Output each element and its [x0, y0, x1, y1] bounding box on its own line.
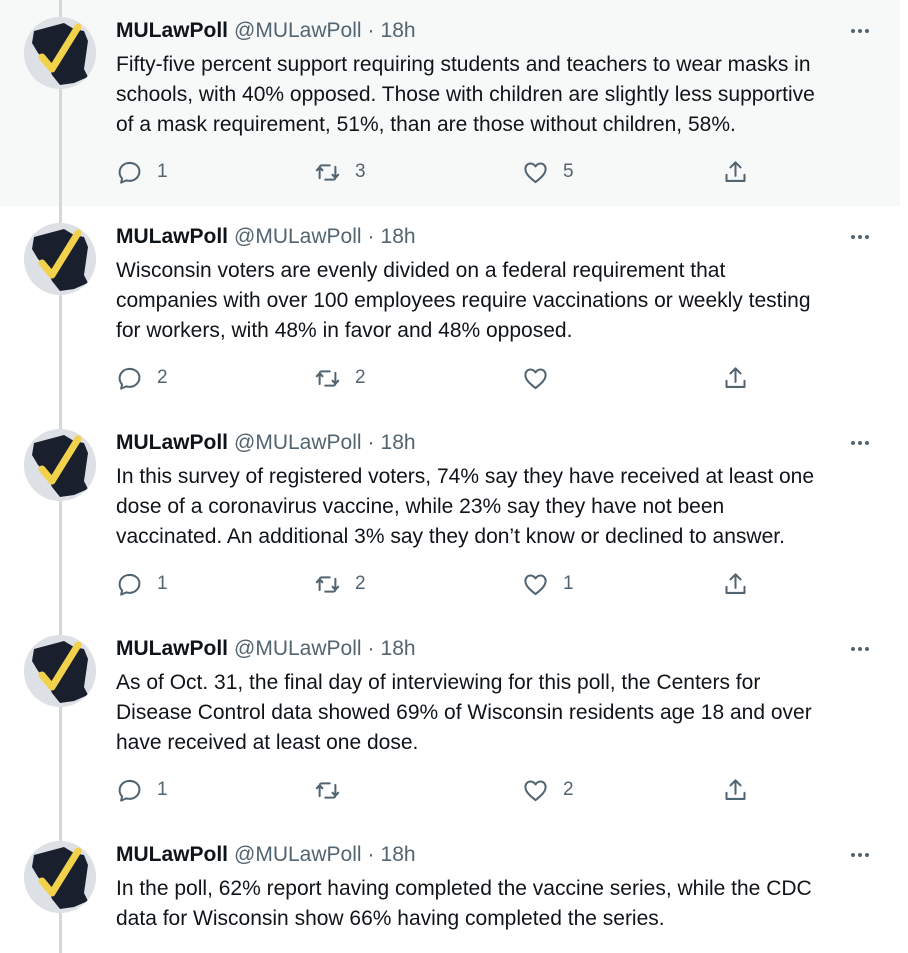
- timestamp[interactable]: 18h: [380, 225, 416, 248]
- tweet[interactable]: [0, 206, 900, 412]
- more-icon[interactable]: [842, 430, 878, 456]
- like-button[interactable]: [522, 156, 574, 188]
- reply-button[interactable]: [116, 568, 168, 600]
- more-icon[interactable]: [842, 636, 878, 662]
- tweet-text: Wisconsin voters are evenly divided on a federal requirement that companies with over 100 employees require vaccinations or weekly testing for workers, with 48% in favor and 48% opposed.: [116, 259, 811, 342]
- avatar[interactable]: [24, 223, 96, 295]
- share-icon: [722, 777, 749, 804]
- reply-count: 1: [157, 573, 168, 594]
- share-icon: [722, 365, 749, 392]
- retweet-count: 2: [355, 573, 366, 594]
- wisconsin-checkmark-logo: [24, 223, 96, 295]
- avatar[interactable]: [24, 841, 96, 913]
- wisconsin-checkmark-logo: [24, 635, 96, 707]
- author-handle[interactable]: @MULawPoll: [234, 843, 362, 866]
- author-name[interactable]: MULawPoll: [116, 843, 229, 866]
- avatar[interactable]: [24, 429, 96, 501]
- timestamp[interactable]: 18h: [380, 431, 416, 454]
- reply-count: 2: [157, 367, 168, 388]
- wisconsin-checkmark-logo: [24, 429, 96, 501]
- tweet-actions: [116, 568, 766, 600]
- tweet-text: In this survey of registered voters, 74% say they have received at least one dose of a coronavirus vaccine, while 23% say they have not been vaccinated. An additional 3% say they don’t know or declined to answer.: [116, 465, 815, 548]
- tweet-header: [116, 222, 416, 252]
- retweet-button[interactable]: [314, 774, 355, 806]
- separator: ·: [367, 19, 375, 42]
- tweet-header: [116, 840, 416, 870]
- more-icon[interactable]: [842, 224, 878, 250]
- more-icon[interactable]: [842, 18, 878, 44]
- retweet-button[interactable]: [314, 568, 366, 600]
- wisconsin-checkmark-logo: [24, 841, 96, 913]
- retweet-icon: [314, 571, 341, 598]
- retweet-icon: [314, 777, 341, 804]
- author-name[interactable]: MULawPoll: [116, 225, 229, 248]
- like-count: 1: [563, 573, 574, 594]
- reply-icon: [116, 365, 143, 392]
- reply-button[interactable]: [116, 156, 168, 188]
- reply-icon: [116, 571, 143, 598]
- author-handle[interactable]: @MULawPoll: [234, 637, 362, 660]
- avatar[interactable]: [24, 635, 96, 707]
- reply-count: 1: [157, 161, 168, 182]
- separator: ·: [367, 637, 375, 660]
- author-name[interactable]: MULawPoll: [116, 637, 229, 660]
- retweet-icon: [314, 159, 341, 186]
- tweet[interactable]: [0, 412, 900, 618]
- avatar[interactable]: [24, 17, 96, 89]
- retweet-count: 2: [355, 367, 366, 388]
- tweet-actions: [116, 362, 766, 394]
- like-count: 5: [563, 161, 574, 182]
- share-button[interactable]: [722, 774, 749, 806]
- author-name[interactable]: MULawPoll: [116, 19, 229, 42]
- tweet-text: Fifty-five percent support requiring students and teachers to wear masks in schools, with 40% opposed. Those with children are slightly less supportive of a mask requirement, 51%, than are those without children, 58%.: [116, 53, 815, 136]
- reply-icon: [116, 159, 143, 186]
- retweet-icon: [314, 365, 341, 392]
- tweet-actions: [116, 774, 766, 806]
- reply-button[interactable]: [116, 774, 168, 806]
- more-icon[interactable]: [842, 842, 878, 868]
- reply-icon: [116, 777, 143, 804]
- separator: ·: [367, 843, 375, 866]
- timestamp[interactable]: 18h: [380, 637, 416, 660]
- like-button[interactable]: [522, 774, 574, 806]
- share-icon: [722, 159, 749, 186]
- wisconsin-checkmark-logo: [24, 17, 96, 89]
- share-icon: [722, 571, 749, 598]
- retweet-count: 3: [355, 161, 366, 182]
- heart-icon: [522, 365, 549, 392]
- like-button[interactable]: [522, 362, 563, 394]
- tweet[interactable]: [0, 824, 900, 953]
- tweet-header: [116, 16, 416, 46]
- author-handle[interactable]: @MULawPoll: [234, 225, 362, 248]
- heart-icon: [522, 159, 549, 186]
- retweet-button[interactable]: [314, 156, 366, 188]
- author-handle[interactable]: @MULawPoll: [234, 431, 362, 454]
- heart-icon: [522, 777, 549, 804]
- reply-button[interactable]: [116, 362, 168, 394]
- share-button[interactable]: [722, 362, 749, 394]
- share-button[interactable]: [722, 156, 749, 188]
- share-button[interactable]: [722, 568, 749, 600]
- tweet-actions: [116, 156, 766, 188]
- tweet-text: As of Oct. 31, the final day of interviewing for this poll, the Centers for Disease Control data showed 69% of Wisconsin residents age 18 and over have received at least one dose.: [116, 671, 812, 754]
- tweet[interactable]: [0, 0, 900, 206]
- tweet-text: In the poll, 62% report having completed the vaccine series, while the CDC data for Wisconsin show 66% having completed the series.: [116, 877, 812, 930]
- like-button[interactable]: [522, 568, 574, 600]
- author-name[interactable]: MULawPoll: [116, 431, 229, 454]
- tweet-header: [116, 428, 416, 458]
- separator: ·: [367, 225, 375, 248]
- heart-icon: [522, 571, 549, 598]
- timestamp[interactable]: 18h: [380, 843, 416, 866]
- separator: ·: [367, 431, 375, 454]
- tweet[interactable]: [0, 618, 900, 824]
- like-count: 2: [563, 779, 574, 800]
- author-handle[interactable]: @MULawPoll: [234, 19, 362, 42]
- tweet-header: [116, 634, 416, 664]
- timestamp[interactable]: 18h: [380, 19, 416, 42]
- reply-count: 1: [157, 779, 168, 800]
- retweet-button[interactable]: [314, 362, 366, 394]
